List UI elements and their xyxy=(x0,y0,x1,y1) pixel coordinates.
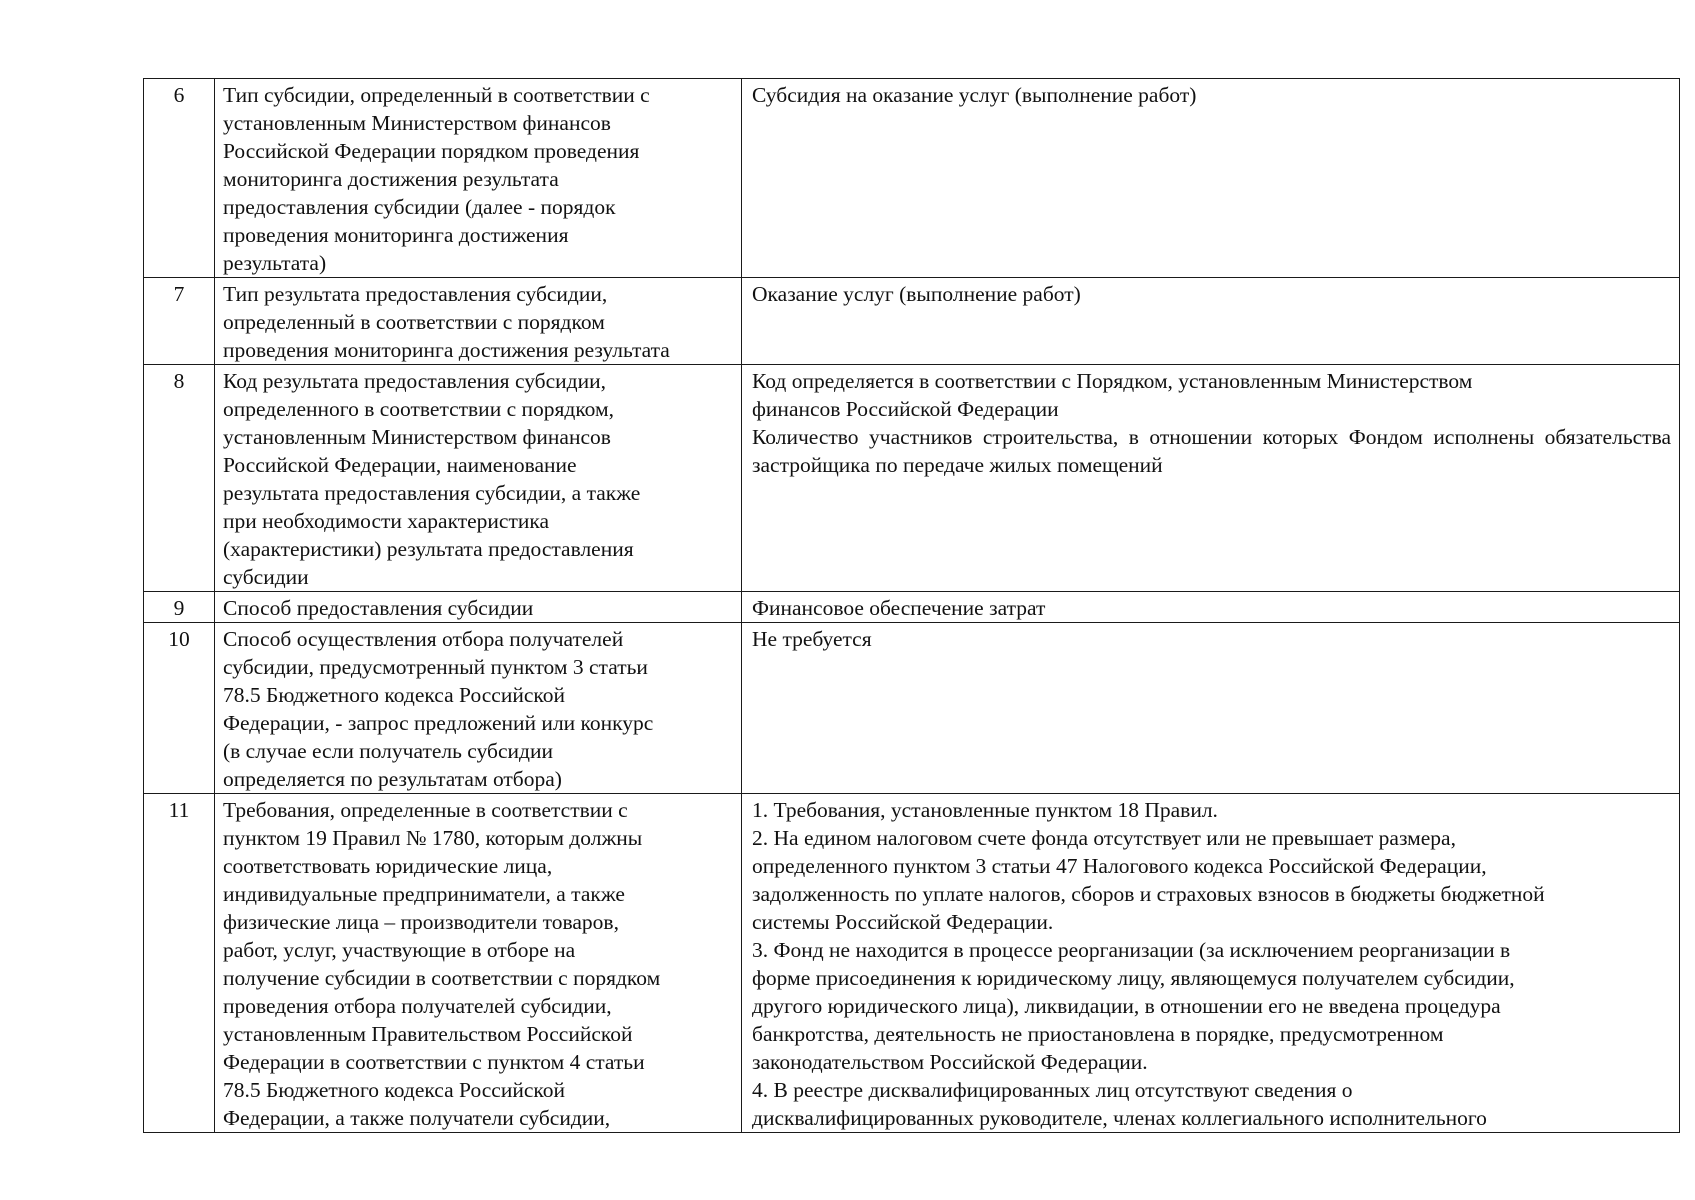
value-cell xyxy=(742,278,1680,365)
value-line: 2. На едином налоговом счете фонда отсутствует или не превышает размера, xyxy=(752,826,1456,850)
row-number: 8 xyxy=(144,365,215,592)
table-body xyxy=(144,79,1680,1133)
value-line: дисквалифицированных руководителе, членах коллегиального исполнительного xyxy=(752,1106,1487,1130)
criterion-line: субсидии, предусмотренный пунктом 3 статьи xyxy=(223,655,648,679)
value-line: 4. В реестре дисквалифицированных лиц отсутствуют сведения о xyxy=(752,1078,1353,1102)
criterion-line: индивидуальные предприниматели, а также xyxy=(223,882,625,906)
value-line: Не требуется xyxy=(752,627,872,651)
criterion-line: Способ предоставления субсидии xyxy=(223,596,534,620)
criterion-line: Российской Федерации, наименование xyxy=(223,453,577,477)
value-cell xyxy=(742,365,1680,592)
row-number: 6 xyxy=(144,79,215,278)
criterion-line: работ, услуг, участвующие в отборе на xyxy=(223,938,576,962)
criterion-line: установленным Министерством финансов xyxy=(223,111,611,135)
value-cell xyxy=(742,623,1680,794)
value-line: форме присоединения к юридическому лицу, являющемуся получателем субсидии, xyxy=(752,966,1515,990)
criterion-line: 78.5 Бюджетного кодекса Российской xyxy=(223,1078,565,1102)
criterion-line: определенный в соответствии с порядком xyxy=(223,310,605,334)
criterion-cell xyxy=(215,365,742,592)
criterion-line: физические лица – производители товаров, xyxy=(223,910,619,934)
criterion-line: Российской Федерации порядком проведения xyxy=(223,139,640,163)
requirements-table xyxy=(143,78,1680,1133)
criterion-line: (в случае если получатель субсидии xyxy=(223,739,553,763)
criterion-line: Способ осуществления отбора получателей xyxy=(223,627,624,651)
criterion-line: Федерации, - запрос предложений или конкурс xyxy=(223,711,654,735)
value-line: финансов Российской Федерации xyxy=(752,397,1059,421)
criterion-line: пунктом 19 Правил № 1780, которым должны xyxy=(223,826,643,850)
table-row xyxy=(144,592,1680,623)
value-cell xyxy=(742,592,1680,623)
criterion-line: Тип результата предоставления субсидии, xyxy=(223,282,608,306)
criterion-line: установленным Правительством Российской xyxy=(223,1022,633,1046)
criterion-cell xyxy=(215,278,742,365)
value-line: законодательством Российской Федерации. xyxy=(752,1050,1148,1074)
value-line: Субсидия на оказание услуг (выполнение работ) xyxy=(752,83,1197,107)
value-line: Оказание услуг (выполнение работ) xyxy=(752,282,1081,306)
criterion-line: предоставления субсидии (далее - порядок xyxy=(223,195,616,219)
table-row xyxy=(144,278,1680,365)
criterion-line: определенного в соответствии с порядком, xyxy=(223,397,614,421)
criterion-line: определяется по результатам отбора) xyxy=(223,767,562,791)
row-number: 10 xyxy=(144,623,215,794)
criterion-line: при необходимости характеристика xyxy=(223,509,550,533)
criterion-line: соответствовать юридические лица, xyxy=(223,854,553,878)
criterion-line: результата) xyxy=(223,251,327,275)
value-line: определенного пунктом 3 статьи 47 Налогового кодекса Российской Федерации, xyxy=(752,854,1487,878)
value-line: 1. Требования, установленные пунктом 18 Правил. xyxy=(752,798,1218,822)
row-number: 11 xyxy=(144,794,215,1133)
value-line: задолженность по уплате налогов, сборов и страховых взносов в бюджеты бюджетной xyxy=(752,882,1545,906)
table-row xyxy=(144,794,1680,1133)
value-line: банкротства, деятельность не приостановлена в порядке, предусмотренном xyxy=(752,1022,1444,1046)
value-cell xyxy=(742,79,1680,278)
criterion-line: Код результата предоставления субсидии, xyxy=(223,369,606,393)
criterion-line: проведения мониторинга достижения результата xyxy=(223,338,670,362)
criterion-line: Федерации, а также получатели субсидии, xyxy=(223,1106,611,1130)
criterion-cell xyxy=(215,623,742,794)
criterion-line: мониторинга достижения результата xyxy=(223,167,559,191)
criterion-line: Тип субсидии, определенный в соответствии с xyxy=(223,83,650,107)
criterion-line: получение субсидии в соответствии с порядком xyxy=(223,966,661,990)
value-line: 3. Фонд не находится в процессе реорганизации (за исключением реорганизации в xyxy=(752,938,1511,962)
criterion-line: субсидии xyxy=(223,565,309,589)
value-line: Код определяется в соответствии с Порядком, установленным Министерством xyxy=(752,369,1473,393)
row-number: 7 xyxy=(144,278,215,365)
table-row xyxy=(144,365,1680,592)
value-paragraph: Количество участников строительства, в отношении которых Фондом исполнены обязательства застройщика по передаче жилых помещений xyxy=(752,425,1671,477)
criterion-line: установленным Министерством финансов xyxy=(223,425,611,449)
criterion-line: Требования, определенные в соответствии с xyxy=(223,798,628,822)
criterion-cell xyxy=(215,794,742,1133)
criterion-line: 78.5 Бюджетного кодекса Российской xyxy=(223,683,565,707)
criterion-cell xyxy=(215,79,742,278)
table-row xyxy=(144,79,1680,278)
row-number: 9 xyxy=(144,592,215,623)
value-line: Финансовое обеспечение затрат xyxy=(752,596,1046,620)
criterion-line: проведения отбора получателей субсидии, xyxy=(223,994,612,1018)
criterion-line: результата предоставления субсидии, а также xyxy=(223,481,641,505)
value-line: системы Российской Федерации. xyxy=(752,910,1054,934)
value-line: другого юридического лица), ликвидации, в отношении его не введена процедура xyxy=(752,994,1501,1018)
criterion-line: Федерации в соответствии с пунктом 4 статьи xyxy=(223,1050,645,1074)
criterion-cell xyxy=(215,592,742,623)
table-row xyxy=(144,623,1680,794)
criterion-line: (характеристики) результата предоставления xyxy=(223,537,634,561)
value-cell xyxy=(742,794,1680,1133)
criterion-line: проведения мониторинга достижения xyxy=(223,223,569,247)
